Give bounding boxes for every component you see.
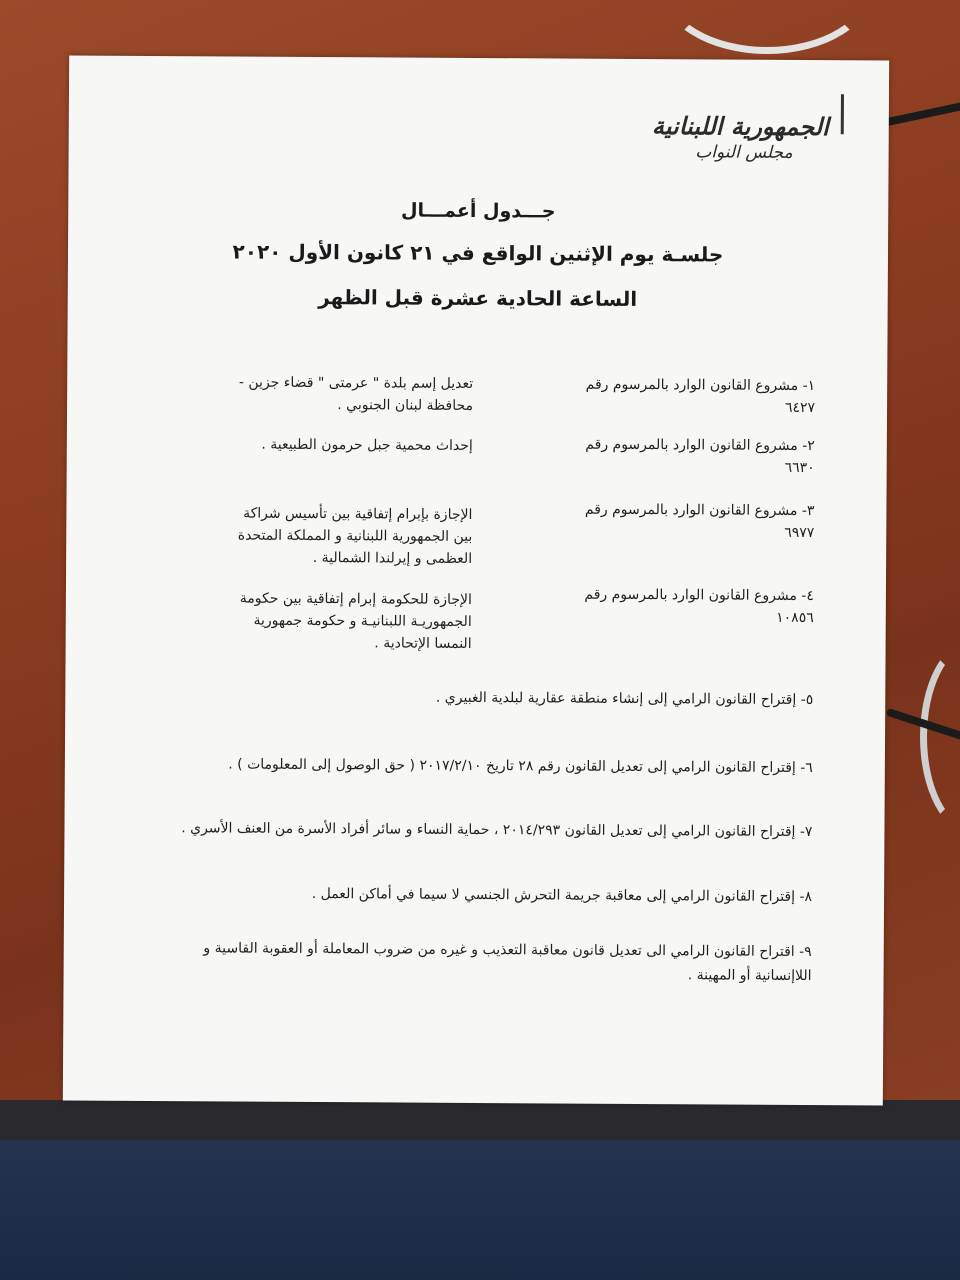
- agenda-item-desc: الإجازة بإبرام إتفاقية بين تأسيس شراكة بين الجمهورية اللبنانية و المملكة المتحدة العظمى و إيرلندا الشمالية .: [237, 505, 473, 567]
- agenda-item-desc: تعديل إسم بلدة " عرمتى " قضاء جزين - محافظة لبنان الجنوبي .: [238, 374, 474, 414]
- logo-line-1: الجمهورية اللبنانية: [651, 111, 829, 142]
- agenda-item: ٨- إقتراح القانون الرامي إلى معاقبة جريمة التحرش الجنسي لا سيما في أماكن العمل .: [311, 886, 813, 906]
- agenda-item-desc: إحداث محمية جبل حرمون الطبيعية .: [261, 436, 473, 454]
- agenda-heading: جـــدول أعمـــال: [400, 199, 556, 223]
- agenda-paper: [63, 56, 889, 1106]
- agenda-item: ٩- اقتراح القانون الرامي الى تعديل قانون معاقبة التعذيب و غيره من ضروب المعاملة أو العقوبة القاسية و اللاإنسانية أو المهينة .: [203, 940, 812, 985]
- parliament-logo: [629, 111, 829, 163]
- floor: [0, 1140, 960, 1280]
- agenda-item-label: ٣- مشروع القانون الوارد بالمرسوم رقم ٦٩٧٧: [584, 501, 815, 542]
- desk-edge: [0, 1100, 960, 1140]
- agenda-item-label: ٢- مشروع القانون الوارد بالمرسوم رقم ٦٦٣٠: [585, 436, 815, 477]
- agenda-item-label: ١- مشروع القانون الوارد بالمرسوم رقم ٦٤٢٧: [585, 376, 816, 417]
- agenda-item: ٧- إقتراح القانون الرامي إلى تعديل القانون ٢٠١٤/٢٩٣ ، حماية النساء و سائر أفراد الأسرة من العنف الأسري .: [181, 820, 813, 841]
- agenda-item-label: ٤- مشروع القانون الوارد بالمرسوم رقم ١٠٨٥٦: [584, 586, 814, 627]
- session-time: الساعة الحادية عشرة قبل الظهر: [318, 285, 638, 311]
- agenda-item: ٦- إقتراح القانون الرامي إلى تعديل القانون رقم ٢٨ تاريخ ٢٠١٧/٢/١٠ ( حق الوصول إلى المعلومات ) .: [228, 756, 813, 777]
- agenda-item: ٥- إقتراح القانون الرامي إلى إنشاء منطقة عقارية لبلدية الغبيري .: [435, 689, 814, 709]
- logo-line-2: مجلس النواب: [695, 142, 793, 163]
- session-date: جلسـة يوم الإثنين الواقع في ٢١ كانون الأول ٢٠٢٠: [232, 239, 724, 267]
- margin-mark: [841, 94, 844, 134]
- agenda-item-desc: الإجازة للحكومة إبرام إتفاقية بين حكومة الجمهوريـة اللبنانيـة و حكومة جمهورية النمسا الإتحادية .: [239, 590, 472, 652]
